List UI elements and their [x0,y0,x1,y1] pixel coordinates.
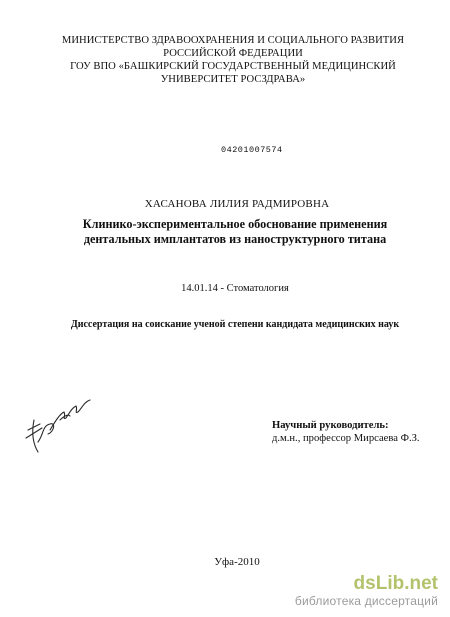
title-line-2: дентальных имплантатов из наноструктурного титана [83,231,387,246]
watermark[interactable] [295,574,438,608]
supervisor-name: д.м.н., профессор Мирсаева Ф.З. [272,432,420,444]
author-name: ХАСАНОВА ЛИЛИЯ РАДМИРОВНА [144,198,330,210]
supervisor-block [272,420,420,445]
document-code: 04201007574 [221,145,283,155]
watermark-subtitle: библиотека диссертаций [294,594,438,608]
ministry-line-2: РОССИЙСКОЙ ФЕДЕРАЦИИ [163,48,303,59]
degree-statement: Диссертация на соискание ученой степени кандидата медицинских наук [70,319,400,330]
ministry-line-1: МИНИСТЕРСТВО ЗДРАВООХРАНЕНИЯ И СОЦИАЛЬНОГО РАЗВИТИЯ [61,35,405,46]
ministry-header [8,34,450,86]
dissertation-title [10,217,450,246]
watermark-logo[interactable]: dsLib.net [353,573,438,594]
city-year: Уфа-2010 [214,556,260,568]
ministry-line-4: УНИВЕРСИТЕТ РОСЗДРАВА» [160,74,306,85]
ministry-line-3: ГОУ ВПО «БАШКИРСКИЙ ГОСУДАРСТВЕННЫЙ МЕДИЦИНСКИЙ [70,61,396,72]
title-line-1: Клинико-экспериментальное обоснование применения [82,217,388,231]
handwritten-signature [20,390,95,460]
specialty-code: 14.01.14 - Стоматология [181,283,289,294]
supervisor-label: Научный руководитель: [272,420,389,431]
